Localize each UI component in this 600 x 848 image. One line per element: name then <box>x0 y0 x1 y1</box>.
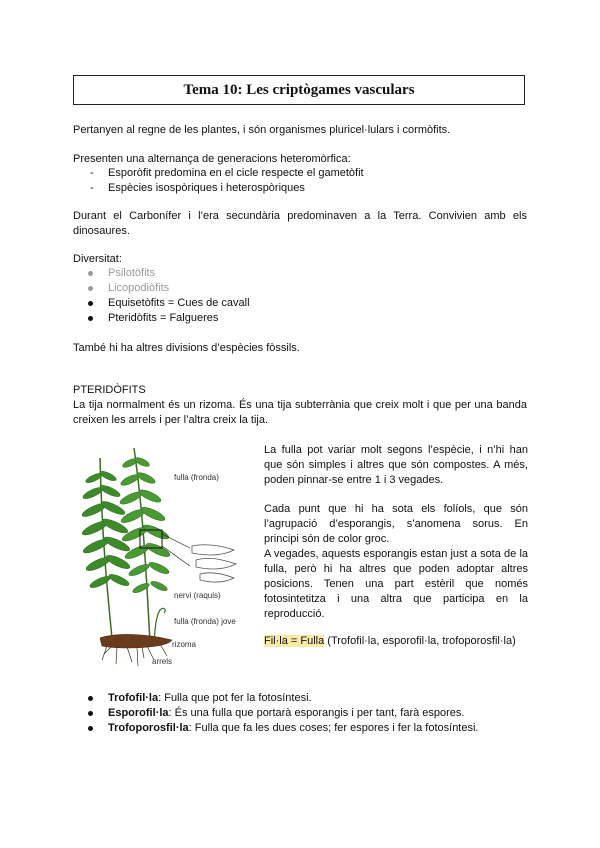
leaf-text: La fulla pot variar molt segons l’espècie, i n’hi han que són simples i altres que són compostes. A més, poden pinnar-se entre 1 i 3 vegades. <box>264 444 528 486</box>
rhizome-text: La tija normalment és un rizoma. És una tija subterrània que creix molt i que per una banda creixen les arrels i per l’altra creix la tija. <box>73 399 527 426</box>
alternance-item: Esporòfit predomina en el cicle respecte el gametòfit <box>108 167 364 179</box>
sporangia-text: A vegades, aquests esporangis estan just a sota de la fulla, però hi ha altres que poden adoptar altres posicions. Tenen una part estèril que només fotosintetitza i una altra que participa en la reproducció. <box>264 548 528 620</box>
dash-marker: - <box>90 182 94 194</box>
bullet-dot <box>88 286 93 291</box>
definition-term: Trofoporosfil·la <box>108 722 189 734</box>
definition-text: : Fulla que pot fer la fotosíntesi. <box>158 692 312 704</box>
title-box <box>73 75 525 105</box>
pinna-detail <box>192 545 236 582</box>
label-jove: fulla (fronda) jove <box>174 617 236 626</box>
definition-text: : És una fulla que portarà esporangis i per tant, farà espores. <box>168 707 465 719</box>
alternance-item: Espècies isospòriques i heterospòriques <box>108 182 305 194</box>
definition-text: : Fulla que fa les dues coses; fer espores i fer la fotosíntesi. <box>188 722 479 734</box>
page-title: Tema 10: Les criptògames vasculars <box>183 81 415 98</box>
filla-highlight: Fil·la = Fulla <box>264 635 325 647</box>
diversity-item: Licopodiòfits <box>108 282 170 294</box>
label-arrels: arrels <box>152 657 173 666</box>
bullet-dot <box>88 316 93 321</box>
sorus-text: Cada punt que hi ha sota els folíols, que són l’agrupació d’esporangis, s’anomena sorus. En principi són de color groc. <box>264 503 528 545</box>
carbonifer-text: Durant el Carbonífer i l’era secundària predominaven a la Terra. Convivien amb els dinosaures. <box>73 210 527 237</box>
section-heading: PTERIDÒFITS <box>73 384 146 396</box>
alternance-lead: Presenten una alternança de generacions heteromòrfica: <box>73 153 351 165</box>
definition-item <box>108 691 312 706</box>
diversity-item: Equisetòfits = Cues de cavall <box>108 297 250 309</box>
intro-text: Pertanyen al regne de les plantes, i són organismes pluricel·lulars i cormòfits. <box>73 124 451 136</box>
label-rizoma: rizoma <box>172 640 197 649</box>
bullet-dot <box>88 726 93 731</box>
diversity-item: Psilotòfits <box>108 267 156 279</box>
bullet-dot <box>88 301 93 306</box>
definition-item <box>108 721 479 736</box>
diversity-lead: Diversitat: <box>73 253 122 265</box>
filla-line <box>264 634 516 649</box>
bullet-dot <box>88 271 93 276</box>
fern-illustration <box>72 438 256 672</box>
definition-term: Esporofil·la <box>108 707 169 719</box>
bullet-dot <box>88 711 93 716</box>
definition-item <box>108 706 464 721</box>
label-nervi: nervi (raquis) <box>174 591 221 600</box>
diversity-item: Pteridòfits = Falgueres <box>108 312 219 324</box>
definition-term: Trofofil·la <box>108 692 159 704</box>
filla-rest: (Trofofil·la, esporofil·la, trofoporosfil·la) <box>324 635 516 647</box>
label-fronda: fulla (fronda) <box>174 473 219 482</box>
bullet-dot <box>88 696 93 701</box>
dash-marker: - <box>90 167 94 179</box>
fossils-text: També hi ha altres divisions d’espècies fòssils. <box>73 342 300 354</box>
